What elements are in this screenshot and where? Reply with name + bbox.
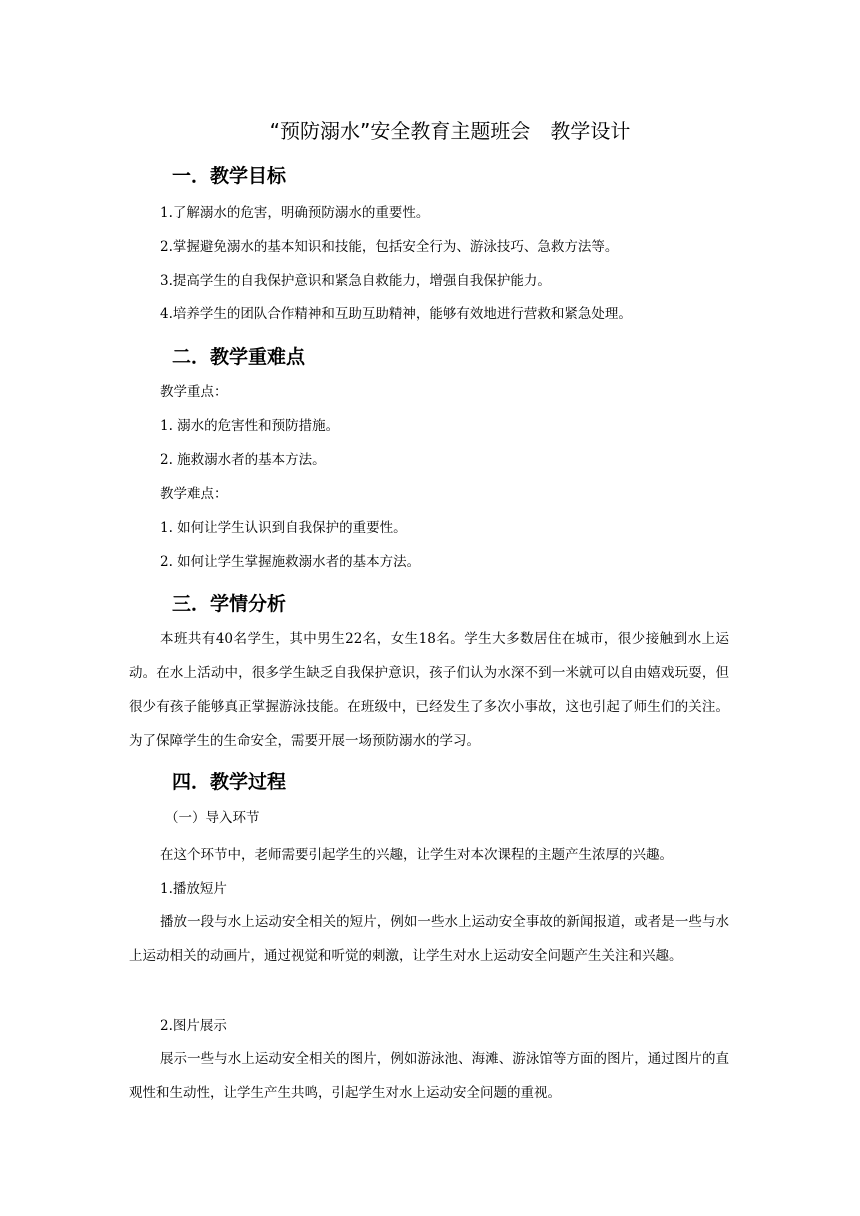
step-label-pictures: 2.图片展示: [160, 1018, 227, 1034]
section-heading-analysis: 三．学情分析: [172, 593, 287, 615]
step-text-video: 播放一段与水上运动安全相关的短片，例如一些水上运动安全事故的新闻报道，或者是一些与水上运动相关的动画片，通过视觉和听觉的刺激，让学生对水上运动安全问题产生关注和兴趣。: [129, 914, 729, 964]
page-title: “预防溺水”安全教育主题班会 教学设计: [269, 119, 631, 143]
objective-item: 2.掌握避免溺水的基本知识和技能，包括安全行为、游泳技巧、急救方法等。: [160, 239, 619, 255]
objective-item: 3.提高学生的自我保护意识和紧急自救能力，增强自我保护能力。: [160, 273, 551, 289]
section-heading-objectives: 一．教学目标: [172, 165, 287, 187]
difficult-point-item: 2. 如何让学生掌握施救溺水者的基本方法。: [160, 554, 421, 570]
step-text-pictures: 展示一些与水上运动安全相关的图片，例如游泳池、海滩、游泳馆等方面的图片，通过图片的直观性和生动性，让学生产生共鸣，引起学生对水上运动安全问题的重视。: [129, 1051, 729, 1101]
key-point-item: 1. 溺水的危害性和预防措施。: [160, 418, 340, 434]
difficult-points-label: 教学难点：: [160, 486, 228, 502]
objective-item: 4.培养学生的团队合作精神和互助互助精神，能够有效地进行营救和紧急处理。: [160, 306, 632, 322]
key-point-item: 2. 施救溺水者的基本方法。: [160, 452, 326, 468]
intro-paragraph: 在这个环节中，老师需要引起学生的兴趣，让学生对本次课程的主题产生浓厚的兴趣。: [160, 847, 673, 863]
section-heading-process: 四．教学过程: [172, 771, 287, 793]
objective-item: 1.了解溺水的危害，明确预防溺水的重要性。: [160, 205, 430, 221]
section-heading-key-points: 二．教学重难点: [172, 346, 306, 368]
difficult-point-item: 1. 如何让学生认识到自我保护的重要性。: [160, 520, 407, 536]
subsection-heading-intro: （一）导入环节: [165, 810, 260, 826]
key-points-label: 教学重点：: [160, 384, 228, 400]
analysis-paragraph: 本班共有40名学生，其中男生22名，女生18名。学生大多数居住在城市，很少接触到水上运动。在水上活动中，很多学生缺乏自我保护意识，孩子们认为水深不到一米就可以自由嬉戏玩耍，但很少有孩子能够真正掌握游泳技能。在班级中，已经发生了多次小事故，这也引起了师生们的关注。为了保障学生的生命安全，需要开展一场预防溺水的学习。: [129, 631, 729, 749]
step-label-video: 1.播放短片: [160, 881, 227, 897]
